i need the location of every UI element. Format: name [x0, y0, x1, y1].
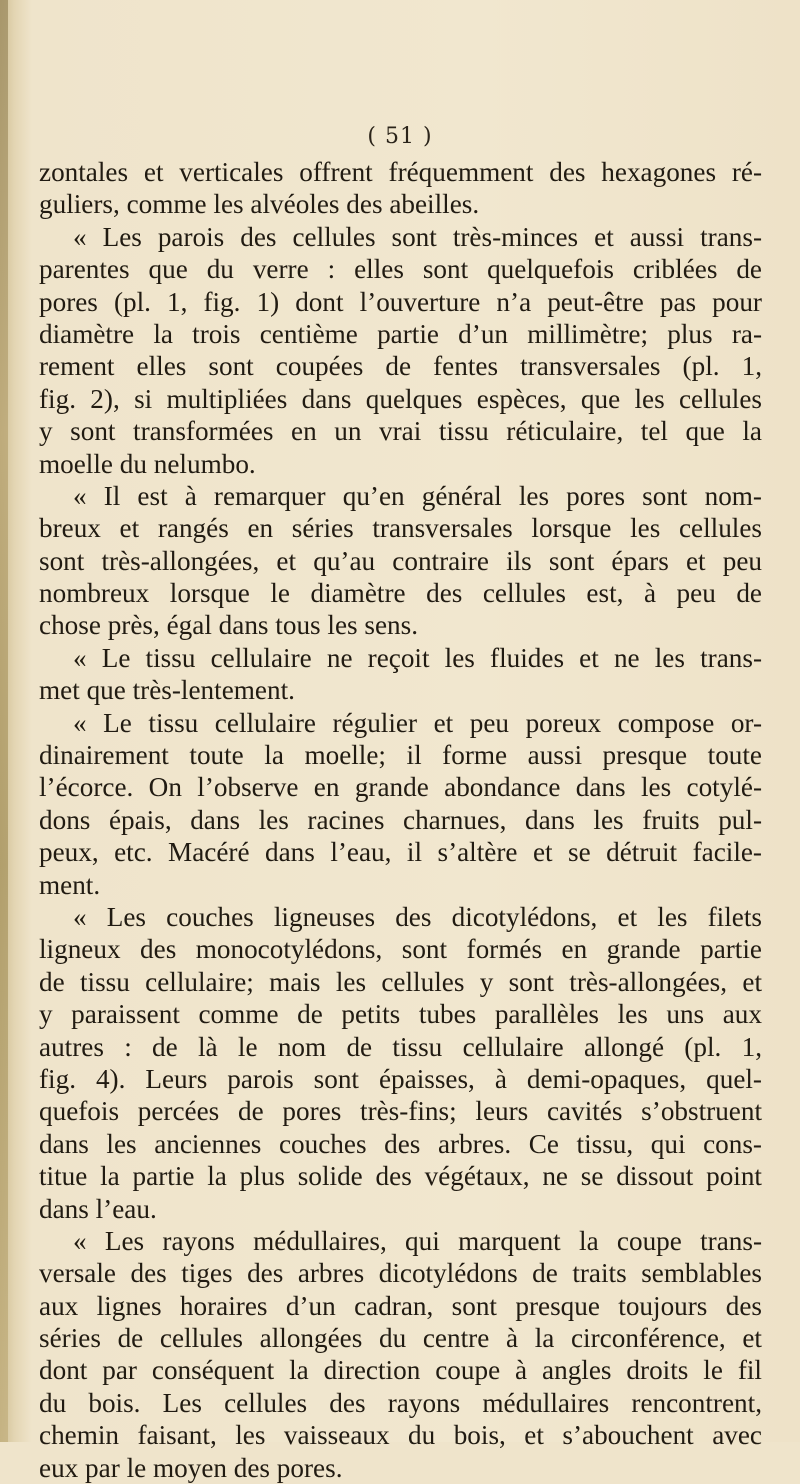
text-line: chose près, égal dans tous les sens.	[39, 610, 419, 641]
text-line: sont très-allongées, et qu’au contraire ils sont épars et peu	[39, 545, 762, 576]
text-line: zontales et verticales offrent fréquemment des hexagones ré-	[39, 157, 762, 187]
page-number: ( 51 )	[367, 124, 433, 149]
text-line: quefois percées de pores très-fins; leurs cavités s’obstruent	[39, 1096, 762, 1127]
text-line: versale des tiges des arbres dicotylédons de traits semblables	[39, 1258, 762, 1289]
text-line: « Les parois des cellules sont très-minces et aussi trans-	[73, 221, 762, 252]
text-line: nombreux lorsque le diamètre des cellules est, à peu de	[39, 578, 762, 609]
text-line: chemin faisant, les vaisseaux du bois, et s’abouchent avec	[39, 1420, 762, 1451]
text-line: ligneux des monocotylédons, sont formés en grande partie	[39, 934, 762, 965]
text-line: parentes que du verre : elles sont quelquefois criblées de	[39, 254, 762, 285]
text-line: fig. 2), si multipliées dans quelques espèces, que les cellules	[39, 383, 762, 414]
text-lines	[39, 156, 762, 1484]
text-line: pores (pl. 1, fig. 1) dont l’ouverture n’a peut-être pas pour	[39, 286, 762, 317]
text-line: de tissu cellulaire; mais les cellules y sont très-allongées, et	[39, 966, 762, 997]
text-line: du bois. Les cellules des rayons médullaires rencontrent,	[39, 1387, 762, 1418]
text-line: séries de cellules allongées du centre à la circonférence, et	[39, 1323, 762, 1354]
text-line: « Le tissu cellulaire régulier et peu poreux compose or-	[73, 707, 762, 738]
text-line: eux par le moyen des pores.	[39, 1452, 343, 1483]
text-line: dons épais, dans les racines charnues, dans les fruits pul-	[39, 804, 762, 835]
page-edge	[0, 0, 8, 1442]
text-line: dans les anciennes couches des arbres. Ce tissu, qui cons-	[39, 1128, 762, 1159]
text-line: aux lignes horaires d’un cadran, sont presque toujours des	[39, 1290, 762, 1321]
text-line: titue la partie la plus solide des végétaux, ne se dissout point	[39, 1161, 762, 1192]
text-line: « Le tissu cellulaire ne reçoit les fluides et ne les trans-	[73, 642, 762, 673]
text-line: autres : de là le nom de tissu cellulaire allongé (pl. 1,	[39, 1031, 762, 1062]
text-line: diamètre la trois centième partie d’un millimètre; plus ra-	[39, 318, 762, 349]
text-line: ment.	[39, 869, 101, 900]
text-line: dinairement toute la moelle; il forme aussi presque toute	[39, 740, 762, 771]
text-line: « Les couches ligneuses des dicotylédons, et les filets	[73, 901, 762, 932]
text-line: fig. 4). Leurs parois sont épaisses, à demi-opaques, quel-	[39, 1063, 762, 1094]
text-line: rement elles sont coupées de fentes transversales (pl. 1,	[39, 351, 762, 382]
text-line: peux, etc. Macéré dans l’eau, il s’altère et se détruit facile-	[39, 837, 762, 868]
text-line: « Il est à remarquer qu’en général les pores sont nom-	[73, 480, 762, 511]
text-line: guliers, comme les alvéoles des abeilles.	[39, 189, 480, 220]
text-line: met que très-lentement.	[39, 675, 295, 706]
text-line: breux et rangés en séries transversales lorsque les cellules	[39, 513, 762, 544]
text-line: dans l’eau.	[39, 1193, 157, 1224]
text-line: y paraissent comme de petits tubes parallèles les uns aux	[39, 999, 762, 1030]
body-text	[39, 156, 762, 1484]
text-line: dont par conséquent la direction coupe à angles droits le fil	[39, 1355, 762, 1386]
text-line: moelle du nelumbo.	[39, 448, 256, 479]
text-line: y sont transformées en un vrai tissu réticulaire, tel que la	[39, 416, 762, 447]
text-line: « Les rayons médullaires, qui marquent la coupe trans-	[73, 1225, 762, 1256]
text-line: l’écorce. On l’observe en grande abondance dans les cotylé-	[39, 772, 762, 803]
